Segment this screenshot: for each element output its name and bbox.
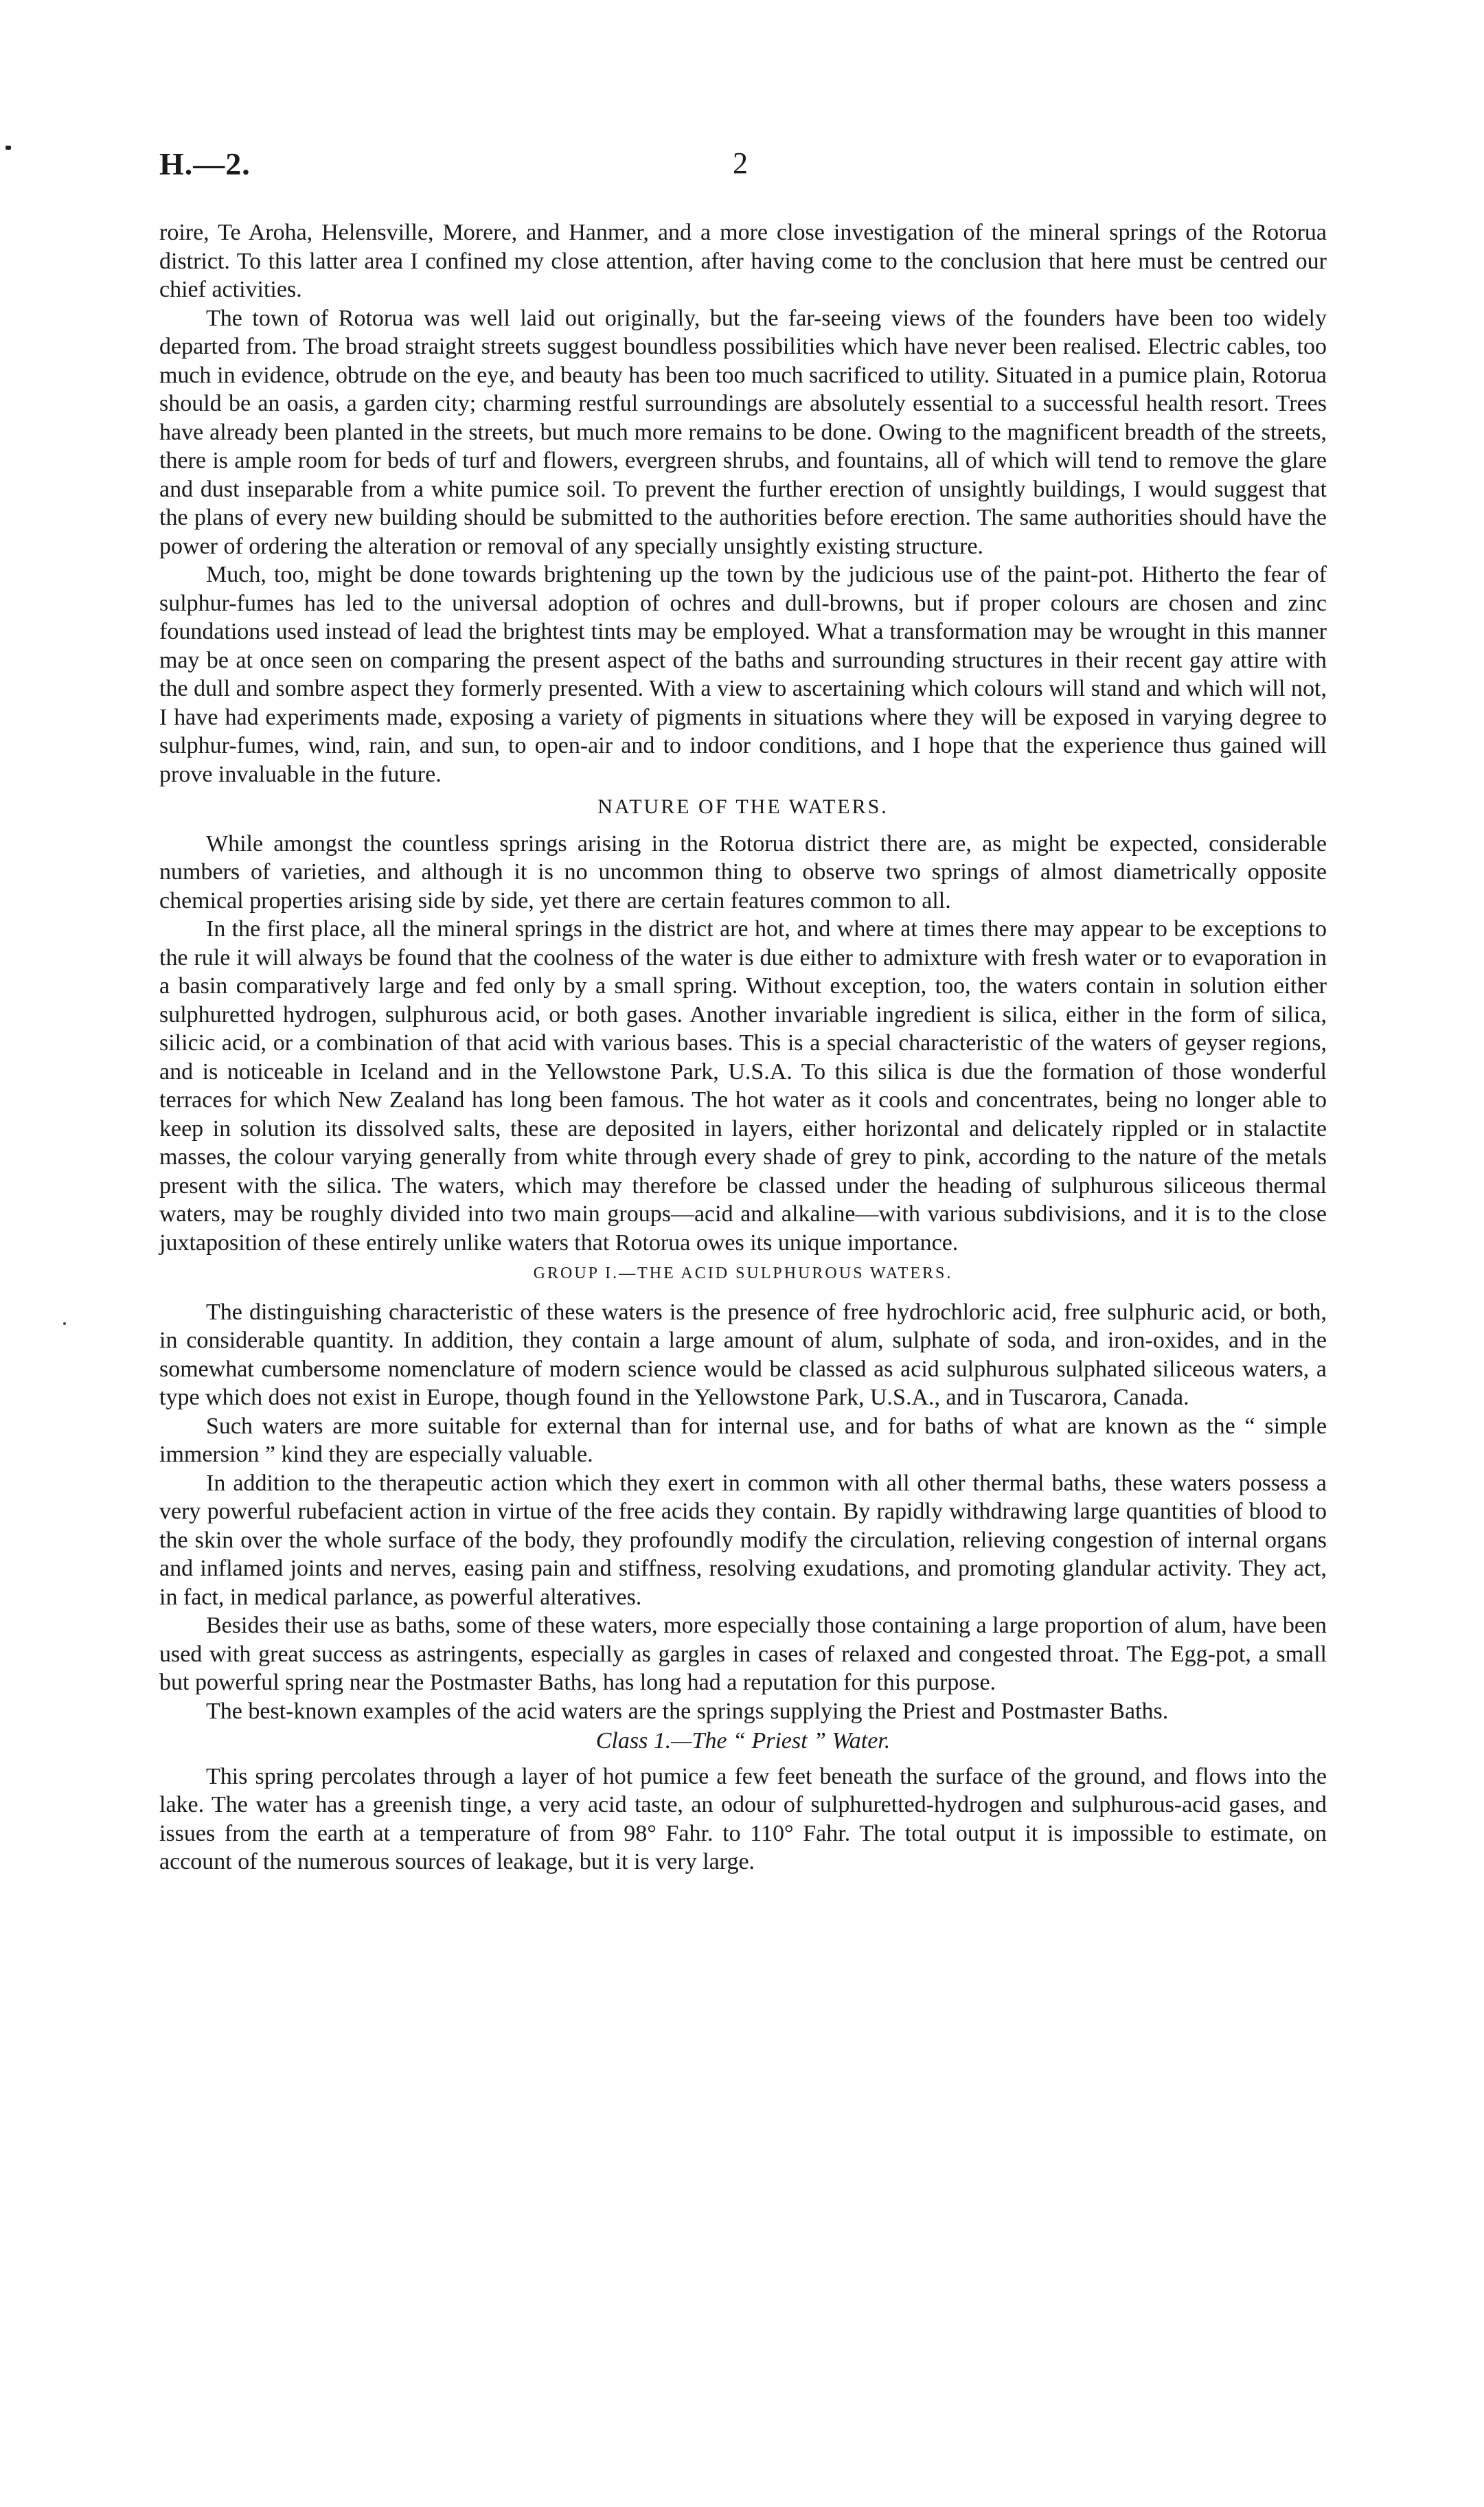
margin-mark — [63, 1322, 66, 1325]
paragraph: This spring percolates through a layer of hot pumice a few feet beneath the surface of the ground, and flows into the lake. The water has a greenish tinge, a very acid taste, an odour of sulphuretted-hydrogen and sulphurous-acid gases, and issues from the earth at a temperature of from 98° Fahr. to 110° Fahr. The total output it is impossible to estimate, on account of the numerous sources of leakage, but it is very large. — [159, 1763, 1327, 1874]
running-header — [159, 146, 1327, 187]
paragraph: Much, too, might be done towards brightening up the town by the judicious use of the paint-pot. Hitherto the fear of sulphur-fumes has led to the universal adoption of ochres and dull-browns, but if proper colours are chosen and zinc foundations used instead of lead the brightest tints may be employed. What a transformation may be wrought in this manner may be at once seen on comparing the present aspect of the baths and surrounding structures in their recent gay attire with the dull and sombre aspect they formerly presented. With a view to ascertaining which colours will stand and which will not, I have had experiments made, exposing a variety of pigments in situations where they will be exposed in varying degree to sulphur-fumes, wind, rain, and sun, to open-air and to indoor conditions, and I hope that the experience thus gained will prove invaluable in the future. — [159, 562, 1327, 787]
paragraph: Such waters are more suitable for external than for internal use, and for baths of what are known as the “ simple immersion ” kind they are especially valuable. — [159, 1413, 1327, 1467]
document-reference: H.—2. — [159, 146, 251, 181]
paragraph: The best-known examples of the acid waters are the springs supplying the Priest and Postmaster Baths. — [206, 1698, 1169, 1724]
paragraph: The distinguishing characteristic of these waters is the presence of free hydrochloric acid, free sulphuric acid, or both, in considerable quantity. In addition, they contain a large amount of alum, sulphate of soda, and iron-oxides, and in the somewhat cumbersome nomenclature of modern science would be classed as acid sulphurous sulphated siliceous waters, a type which does not exist in Europe, though found in the Yellowstone Park, U.S.A., and in Tuscarora, Canada. — [159, 1299, 1327, 1410]
margin-mark — [5, 146, 11, 150]
class-heading: Class 1.—The “ Priest ” Water. — [595, 1728, 891, 1754]
paragraph: While amongst the countless springs arising in the Rotorua district there are, as might be expected, considerable numbers of varieties, and although it is no uncommon thing to observe two springs of almost diametrically opposite chemical properties arising side by side, yet there are certain features common to all. — [159, 830, 1327, 914]
section-heading: NATURE OF THE WATERS. — [597, 795, 889, 818]
page-number: 2 — [733, 146, 748, 180]
paragraph: In the first place, all the mineral springs in the district are hot, and where at times there may appear to be exceptions to the rule it will always be found that the coolness of the water is due either to admixture with fresh water or to evaporation in a basin comparatively large and fed only by a small spring. Without exception, too, the waters contain in solution either sulphuretted hydrogen, sulphurous acid, or both gases. Another invariable ingredient is silica, either in the form of silica, silicic acid, or a combination of that acid with various bases. This is a special characteristic of the waters of geyser regions, and is noticeable in Iceland and in the Yellowstone Park, U.S.A. To this silica is due the formation of those wonderful terraces for which New Zealand has long been famous. The hot water as it cools and concentrates, being no longer able to keep in solution its dissolved salts, these are deposited in layers, either horizontal and delicately rippled or in stalactite masses, the colour varying generally from white through every shade of grey to pink, according to the nature of the metals present with the silica. The waters, which may therefore be classed under the heading of sulphurous siliceous thermal waters, may be roughly divided into two main groups—acid and alkaline—with various subdivisions, and it is to the close juxtaposition of these entirely unlike waters that Rotorua owes its unique importance. — [159, 916, 1327, 1256]
paragraph: Besides their use as baths, some of these waters, more especially those containing a large proportion of alum, have been used with great success as astringents, especially as gargles in cases of relaxed and congested throat. The Egg-pot, a small but powerful spring near the Postmaster Baths, has long had a reputation for this purpose. — [159, 1613, 1327, 1695]
paragraph: In addition to the therapeutic action which they exert in common with all other thermal baths, these waters possess a very powerful rubefacient action in virtue of the free acids they contain. By rapidly withdrawing large quantities of blood to the skin over the whole surface of the body, they profoundly modify the circulation, relieving congestion of internal organs and inflamed joints and nerves, easing pain and stiffness, resolving exudations, and promoting glandular activity. They act, in fact, in medical parlance, as powerful alteratives. — [159, 1470, 1327, 1610]
paragraph: The town of Rotorua was well laid out originally, but the far-seeing views of the founders have been too widely departed from. The broad straight streets suggest boundless possibilities which have never been realised. Electric cables, too much in evidence, obtrude on the eye, and beauty has been too much sacrificed to utility. Situated in a pumice plain, Rotorua should be an oasis, a garden city; charming restful surroundings are absolutely essential to a successful health resort. Trees have already been planted in the streets, but much more remains to be done. Owing to the magnificent breadth of the streets, there is ample room for beds of turf and flowers, evergreen shrubs, and fountains, all of which will tend to remove the glare and dust inseparable from a white pumice soil. To prevent the further erection of unsightly buildings, I would suggest that the plans of every new building should be submitted to the authorities before erection. The same authorities should have the power of ordering the alteration or removal of any specially unsightly existing structure. — [159, 305, 1327, 559]
paragraph: roire, Te Aroha, Helensville, Morere, and Hanmer, and a more close investigation of the mineral springs of the Rotorua district. To this latter area I confined my close attention, after having come to the conclusion that here must be centred our chief activities. — [159, 220, 1327, 302]
subsection-heading: GROUP I.—THE ACID SULPHUROUS WATERS. — [533, 1264, 953, 1282]
body-text — [159, 218, 1327, 1876]
